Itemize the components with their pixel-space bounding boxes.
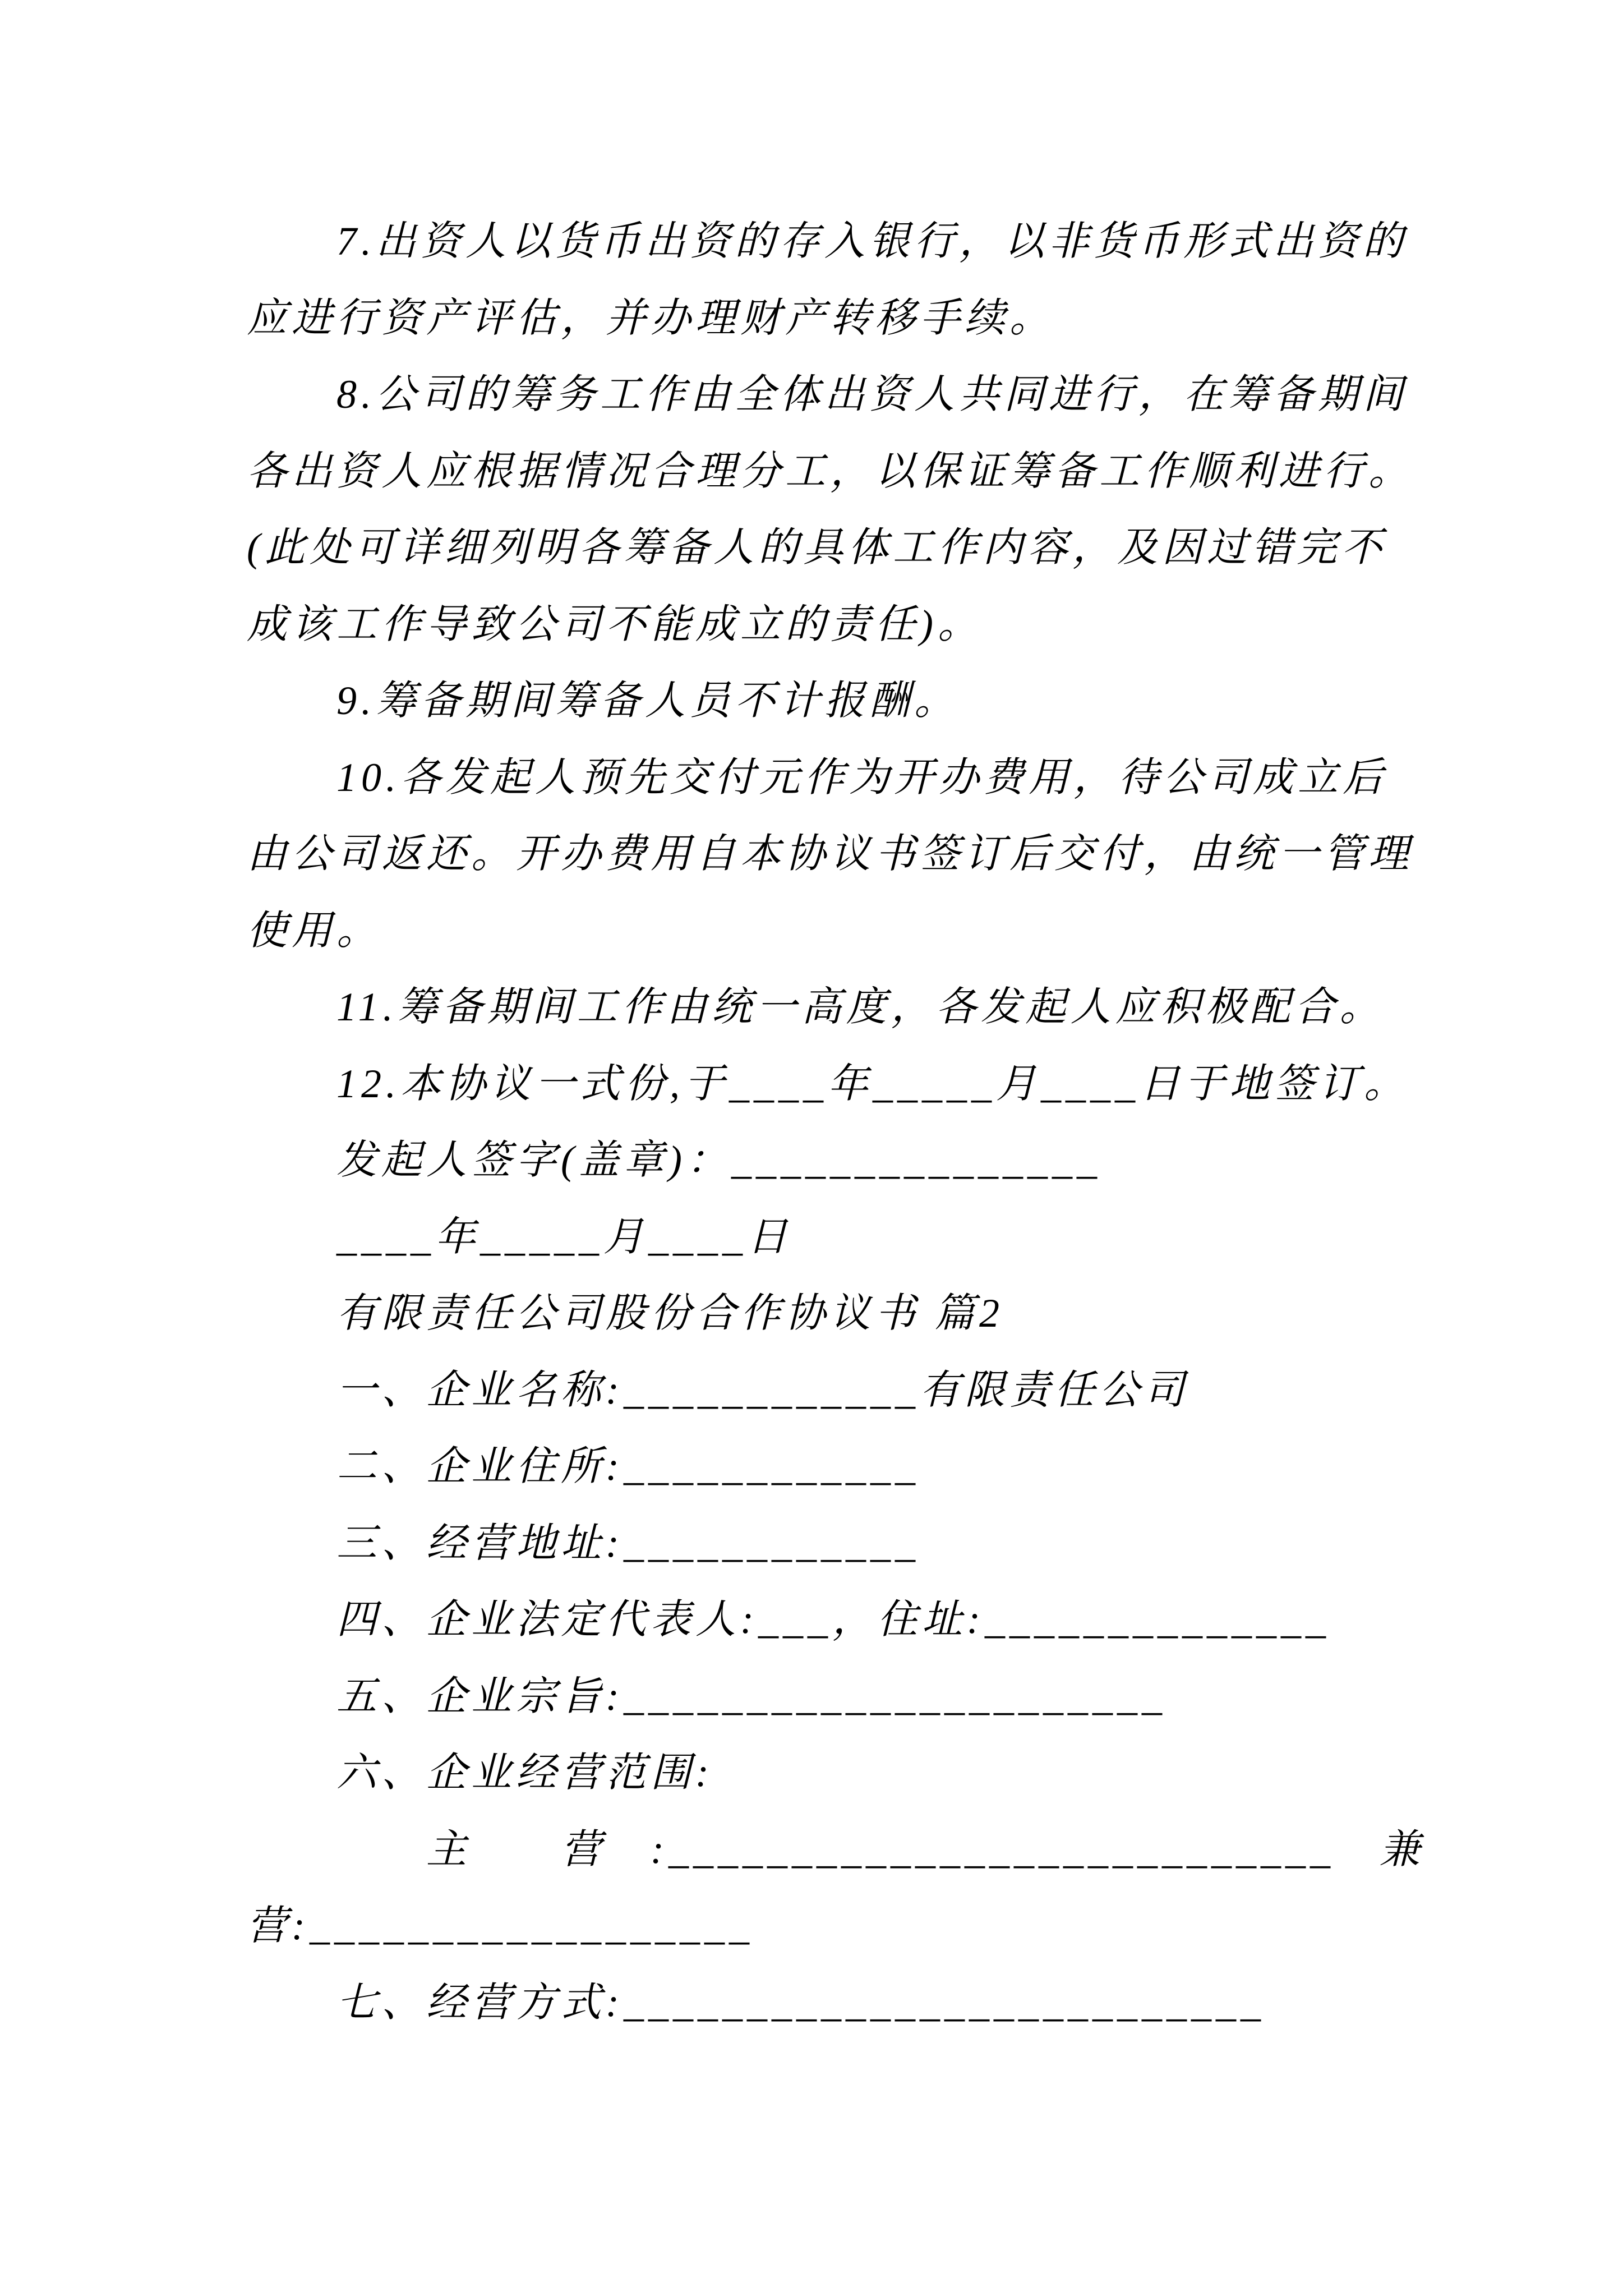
text-line: 二、企业住所:____________ xyxy=(336,1444,920,1489)
text-line: 主 营 :___________________________ 兼 xyxy=(247,1826,1424,1872)
text-line: 有限责任公司股份合作协议书 篇2 xyxy=(336,1291,1004,1336)
text-line: 9.筹备期间筹备人员不计报酬。 xyxy=(336,678,960,723)
document-text-block xyxy=(247,203,1430,2041)
text-line: ____年_____月____日 xyxy=(336,1214,792,1259)
text-line: 由公司返还。开办费用自本协议书签订后交付，由统一管理 xyxy=(247,831,1414,876)
text-line: 成该工作导致公司不能成立的责任)。 xyxy=(247,601,983,647)
text-line: 应进行资产评估，并办理财产转移手续。 xyxy=(247,295,1055,341)
text-line: 各出资人应根据情况合理分工，以保证筹备工作顺利进行。 xyxy=(247,448,1414,494)
text-line: 11.筹备期间工作由统一高度，各发起人应积极配合。 xyxy=(336,984,1385,1029)
text-line: 一、企业名称:____________有限责任公司 xyxy=(336,1367,1189,1412)
text-line: 8.公司的筹务工作由全体出资人共同进行，在筹备期间 xyxy=(336,372,1408,417)
text-line: 7.出资人以货币出资的存入银行，以非货币形式出资的 xyxy=(336,219,1408,264)
text-line: 六、企业经营范围: xyxy=(336,1750,713,1795)
text-line: (此处可详细列明各筹备人的具体工作内容，及因过错完不 xyxy=(247,525,1386,570)
text-line: 发起人签字(盖章)：_______________ xyxy=(336,1138,1101,1182)
text-line: 三、经营地址:____________ xyxy=(336,1520,920,1566)
text-line: 10.各发起人预先交付元作为开办费用，待公司成立后 xyxy=(336,754,1388,800)
text-line: 营:__________________ xyxy=(247,1903,754,1948)
text-line: 五、企业宗旨:______________________ xyxy=(336,1673,1166,1719)
text-line: 使用。 xyxy=(247,908,382,953)
text-line: 四、企业法定代表人:___，住址:______________ xyxy=(336,1597,1330,1642)
text-line: 七、经营方式:__________________________ xyxy=(336,1980,1265,2025)
text-line: 12.本协议一式份,于____年_____月____日于地签订。 xyxy=(336,1061,1409,1106)
